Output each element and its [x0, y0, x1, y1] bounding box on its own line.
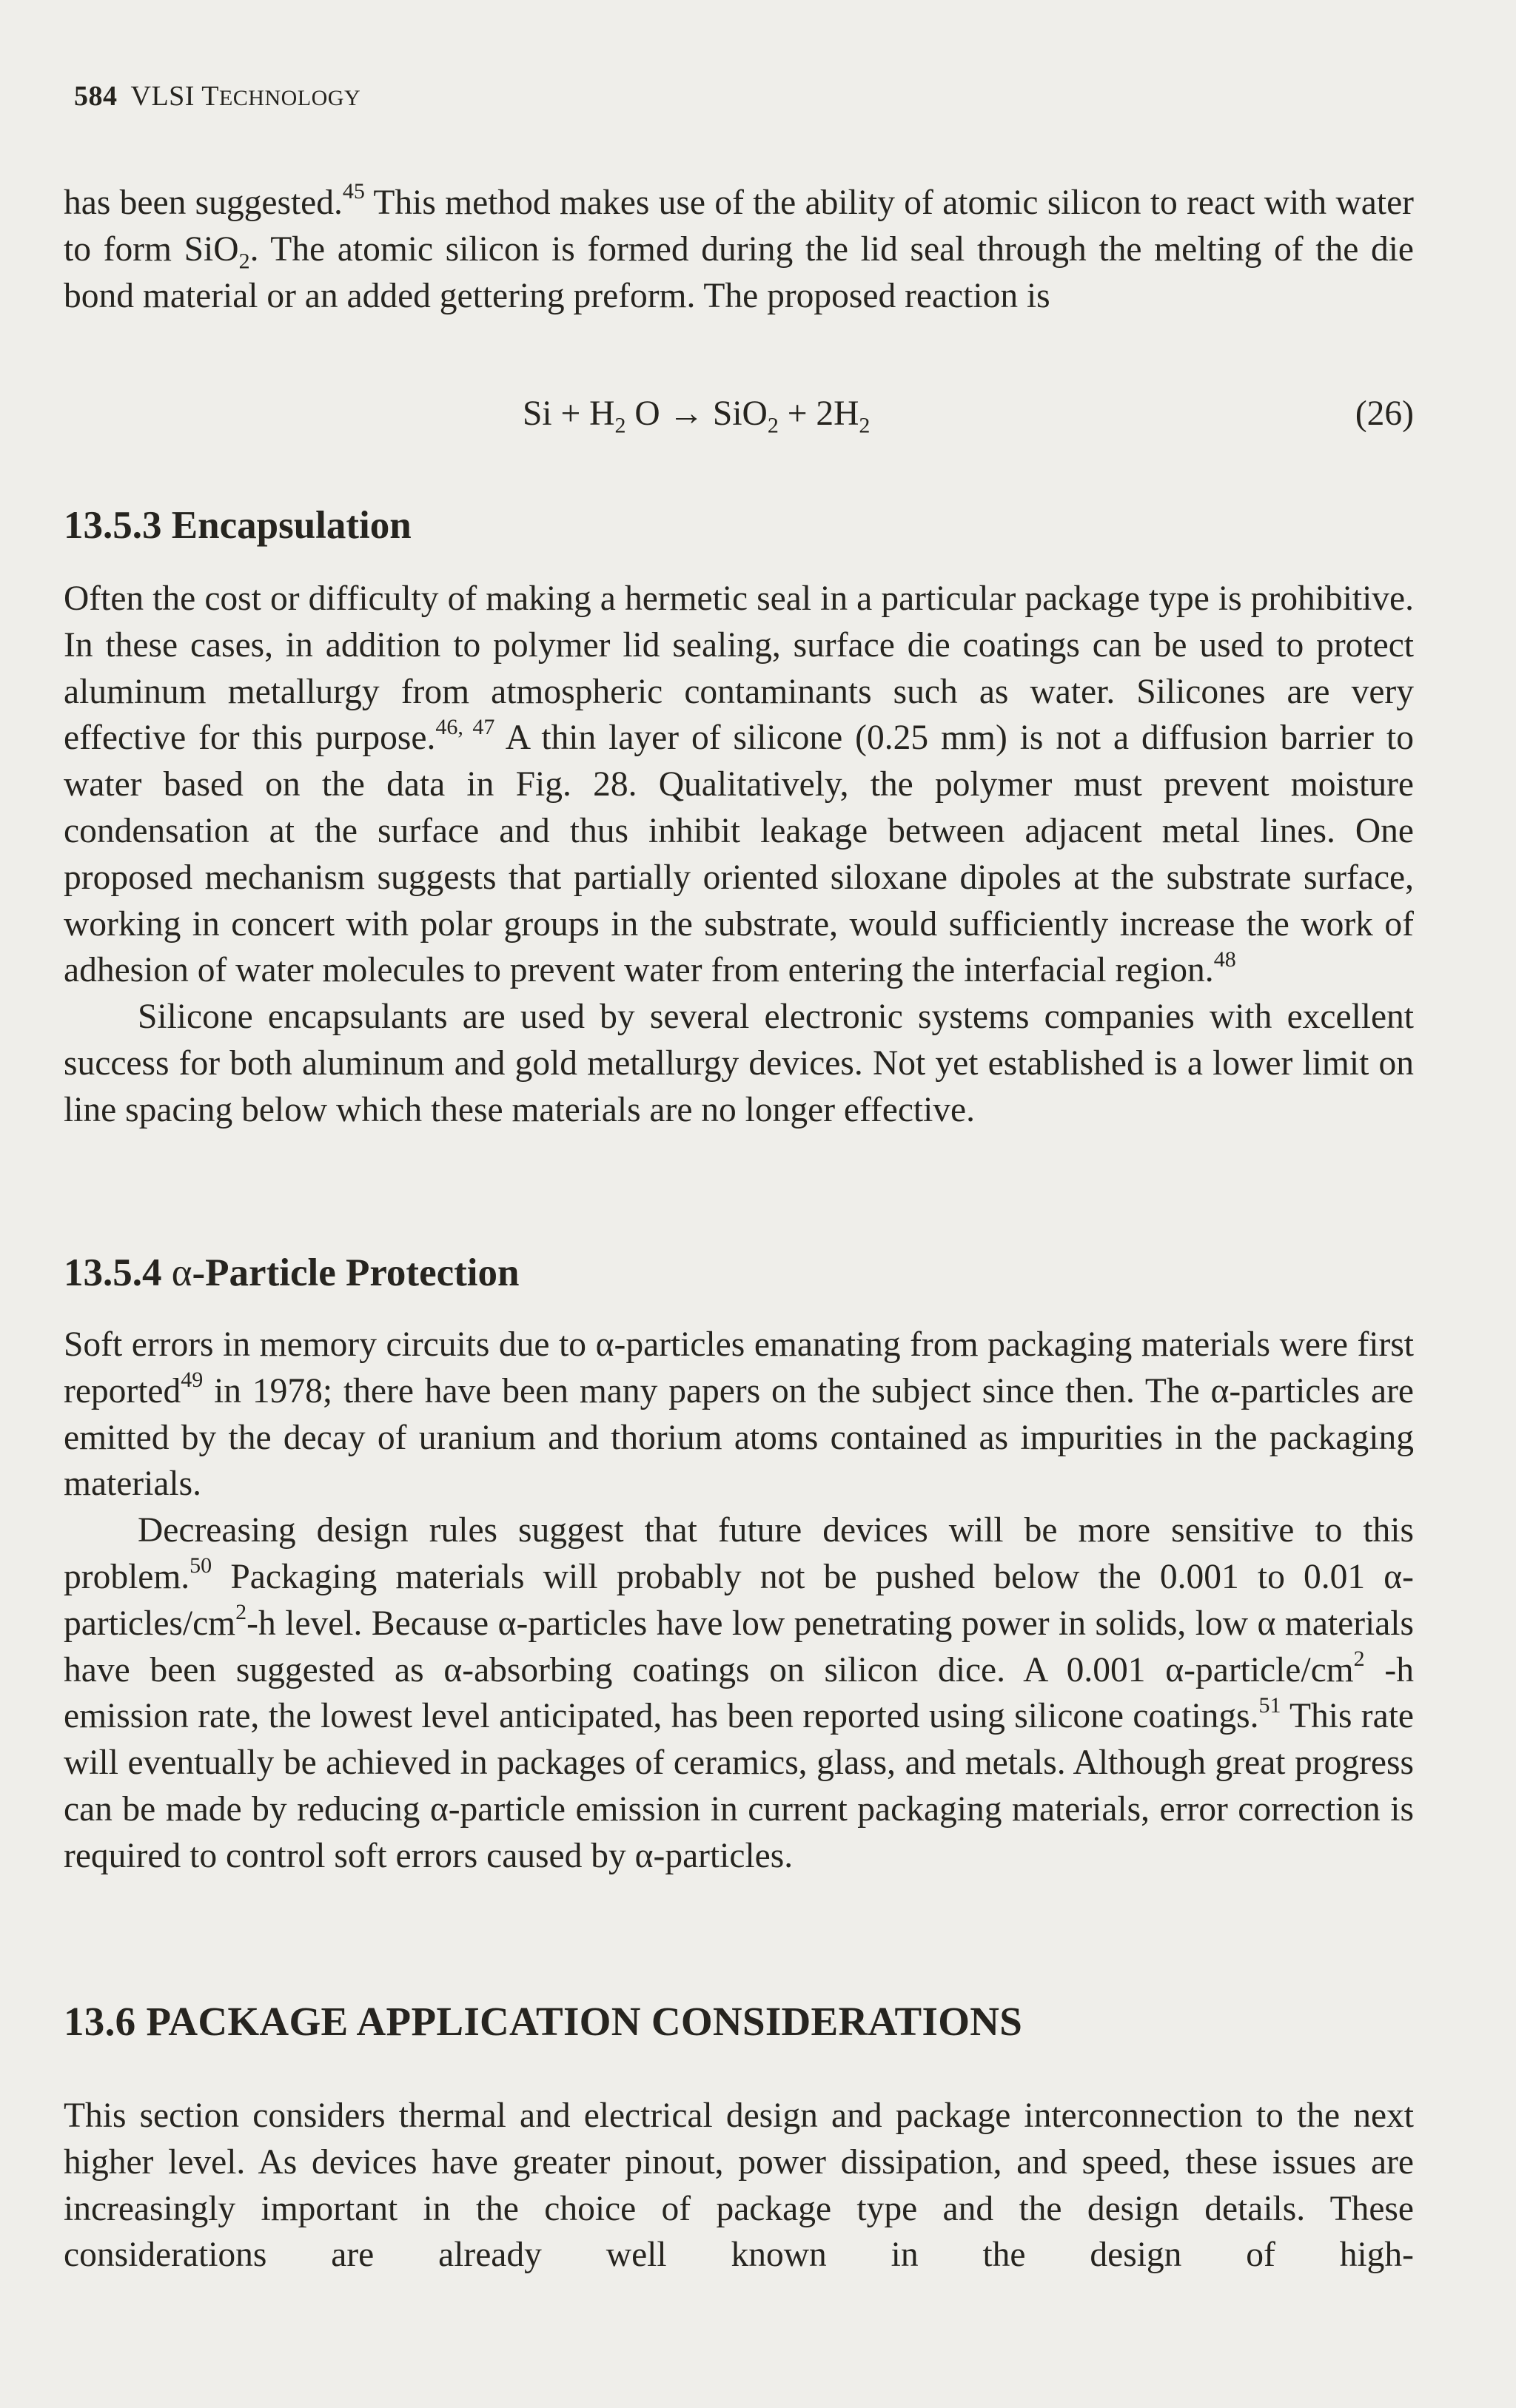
- footnote-ref: 45: [342, 179, 365, 204]
- paragraph: Soft errors in memory circuits due to α-particles emanating from packaging materials were first reported$^{49}$ in 1978; there have been many papers on the subject since then. The α-particles are emitted by the decay of uranium and thorium atoms contained as impurities in the packaging materials.: [64, 1325, 1414, 1504]
- subscript: 2: [238, 249, 250, 274]
- paragraph: Silicone encapsulants are used by several electronic systems companies with excellent success for both aluminum and gold metallurgy devices. Not yet established is a lower limit on line spacing below which these materials are no longer effective.: [64, 998, 1414, 1129]
- heading-alpha-particle-protection: 13.5.4 α-Particle Protection: [64, 1251, 520, 1294]
- footnote-ref: 46, 47: [435, 714, 495, 739]
- footnote-ref: 50: [190, 1553, 212, 1578]
- page-number: 584: [74, 81, 118, 112]
- package-application-body: [64, 2093, 1414, 2278]
- equation-number: (26): [1355, 394, 1414, 433]
- encapsulation-body: [64, 576, 1414, 1134]
- paragraph: This section considers thermal and electrical design and package interconnection to the next higher level. As devices have greater pinout, power dissipation, and speed, these issues are increasingly important in the choice of package type and the design details. These considerations are already well known in the design of high-: [64, 2096, 1414, 2275]
- book-title-prefix: VLSI T: [130, 81, 219, 112]
- equation-26: [64, 391, 1414, 437]
- book-title-rest: ECHNOLOGY: [218, 86, 361, 110]
- heading-package-application-considerations: 13.6 PACKAGE APPLICATION CONSIDERATIONS: [64, 1999, 1023, 2044]
- running-head: [74, 80, 360, 112]
- paragraph: Decreasing design rules suggest that future devices will be more sensitive to this problem.$^{50}$ Packaging materials will probably not be pushed below the 0.001 to 0.01 $\alpha-particles/cm^2-h$ level. Because α-particles have low penetrating power in solids, low α materials have been suggested as α-absorbing coatings on silicon dice. A 0.001 $\alpha-particle/cm^2$ -h emission rate, the lowest level anticipated, has been reported using silicone coatings.$^{51}$ This rate will eventually be achieved in packages of ceramics, glass, and metals. Although great progress can be made by reducing α-particle emission in current packaging materials, error correction is required to control soft errors caused by α-particles.: [64, 1511, 1414, 1875]
- superscript: 2: [235, 1599, 247, 1624]
- text-segment: has been suggested.: [64, 184, 343, 222]
- alpha-particle-body: [64, 1322, 1414, 1880]
- equation-body: $Si + H_2$ $O \to SiO_2 + 2H_2$: [523, 394, 871, 438]
- footnote-ref: 49: [181, 1367, 204, 1392]
- superscript: 2: [1353, 1646, 1365, 1671]
- intro-paragraph: [64, 180, 1414, 319]
- footnote-ref: 48: [1213, 946, 1236, 972]
- text-segment: . The atomic silicon is formed during the lid seal through the melting of the die bond material or an added gettering preform. The proposed reaction is: [64, 229, 1414, 315]
- text-segment: This method makes use of the ability of atomic silicon to react with water to form SiO: [64, 184, 1414, 269]
- heading-encapsulation: 13.5.3 Encapsulation: [64, 504, 412, 547]
- paragraph: Often the cost or difficulty of making a hermetic seal in a particular package type is prohibitive. In these cases, in addition to polymer lid sealing, surface die coatings can be used to protect aluminum metallurgy from atmospheric contaminants such as water. Silicones are very effective for this purpose.$^{46, 47}$ A thin layer of silicone (0.25 mm) is not a diffusion barrier to water based on the data in Fig. 28. Qualitatively, the polymer must prevent moisture condensation at the surface and thus inhibit leakage between adjacent metal lines. One proposed mechanism suggests that partially oriented siloxane dipoles at the substrate surface, working in concert with polar groups in the substrate, would sufficiently increase the work of adhesion of water molecules to prevent water from entering the interfacial region.$^{48}$: [64, 579, 1415, 990]
- footnote-ref: 51: [1258, 1692, 1281, 1718]
